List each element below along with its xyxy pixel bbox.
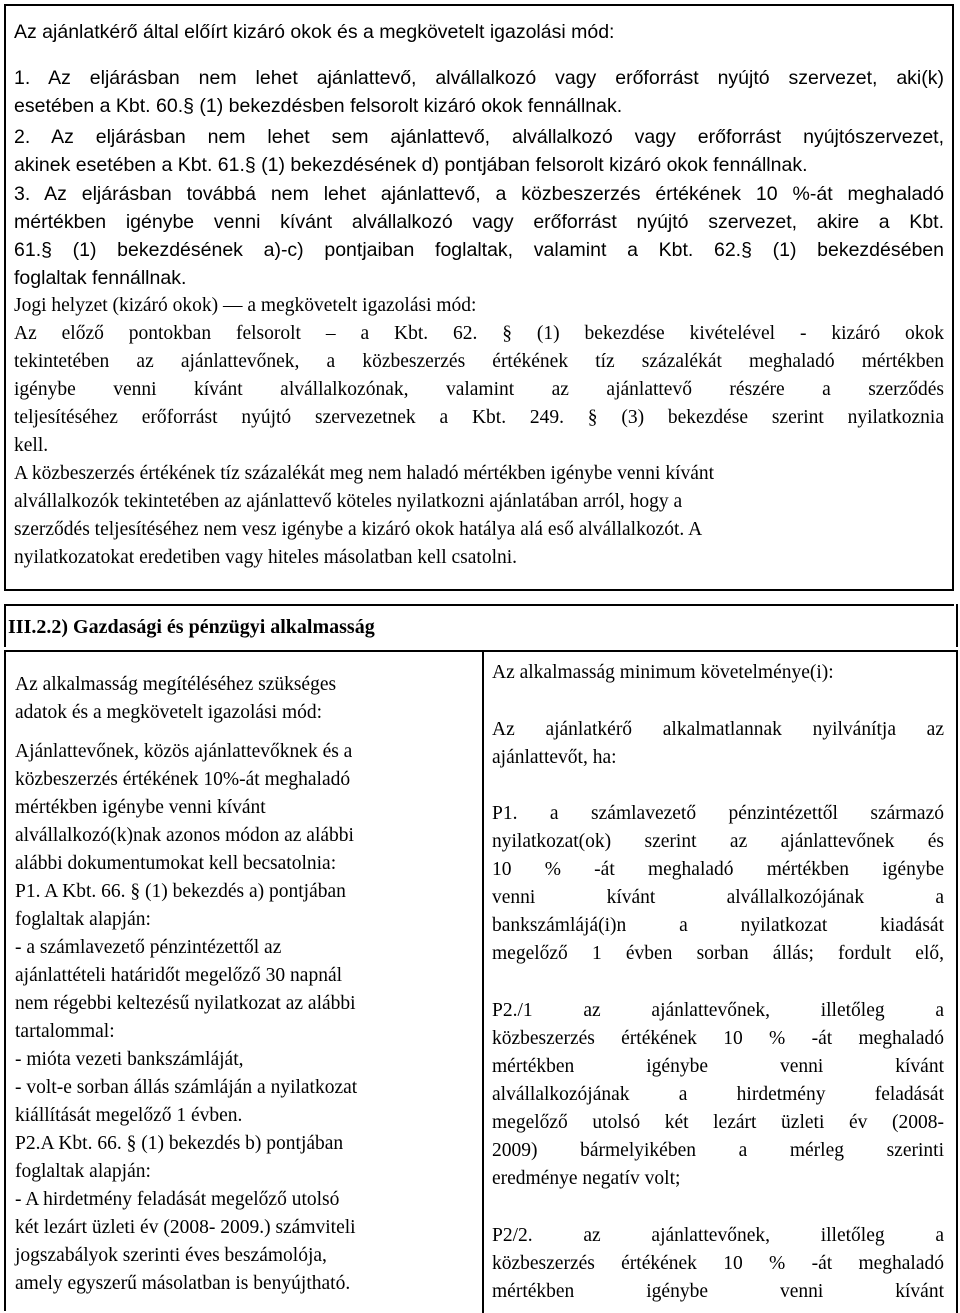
right-line-14: megelőző utolsó két lezárt üzleti év (2008- [492, 1112, 944, 1133]
section-title-top-rule [4, 604, 954, 606]
left-line-12: nem régebbi keltezésű nyilatkozat az alábbi [15, 993, 356, 1014]
paragraph-2-line-1: 2. Az eljárásban nem lehet sem ajánlattevő, alvállalkozó vagy erőforrást nyújtószervezet, [14, 126, 944, 148]
right-line-19: mértékben igénybe venni kívánt [492, 1281, 944, 1302]
left-line-19: - A hirdetmény feladását megelőző utolsó [15, 1189, 340, 1210]
right-line-8: bankszámlájá(i)n a nyilatkozat kiadását [492, 915, 944, 936]
legal-status-line-6: kell. [14, 435, 49, 456]
left-line-11: ajánlattételi határidőt megelőző 30 napnál [15, 965, 343, 986]
left-line-17: P2.A Kbt. 66. § (1) bekezdés b) pontjában [15, 1133, 344, 1154]
left-line-10: - a számlavezető pénzintézettől az [15, 937, 282, 958]
left-line-21: jogszabályok szerinti éves beszámolója, [15, 1245, 327, 1266]
right-line-13: alvállalkozójának a hirdetmény feladását [492, 1084, 944, 1105]
left-line-16: kiállítását megelőző 1 évben. [15, 1105, 243, 1126]
paragraph-3-line-3: 61.§ (1) bekezdésének a)-c) pontjaiban foglaltak, valamint a Kbt. 62.§ (1) bekezdésében [14, 239, 944, 261]
left-line-8: P1. A Kbt. 66. § (1) bekezdés a) pontjában [15, 881, 346, 902]
left-line-3: Ajánlattevőnek, közös ajánlattevőknek és a [15, 741, 353, 762]
left-line-9: foglaltak alapján: [15, 909, 151, 930]
under-threshold-line-2: alvállalkozók tekintetében az ajánlattevő köteles nyilatkozni ajánlatában arról, hogy a [14, 491, 683, 512]
column-separator [482, 652, 484, 1313]
left-line-7: alábbi dokumentumokat kell becsatolnia: [15, 853, 337, 874]
left-header-line-2: adatok és a megkövetelt igazolási mód: [15, 702, 323, 723]
right-line-7: venni kívánt alvállalkozójának a [492, 887, 944, 908]
right-line-6: 10 % -át meghaladó mértékben igénybe [492, 859, 944, 880]
paragraph-1-line-1: 1. Az eljárásban nem lehet ajánlattevő, alvállalkozó vagy erőforrást nyújtó szervezet, aki(k) [14, 67, 944, 89]
right-line-12: mértékben igénybe venni kívánt [492, 1056, 944, 1077]
section-title-left-rule [4, 604, 6, 647]
left-header-line-1: Az alkalmasság megítéléséhez szükséges [15, 674, 337, 695]
under-threshold-line-3: szerződés teljesítéséhez nem vesz igénybe a kizáró okok hatálya alá eső alvállalkozót. A [14, 519, 703, 540]
left-line-15: - volt-e sorban állás számláján a nyilatkozat [15, 1077, 358, 1098]
paragraph-3-line-2: mértékben igénybe venni kívánt alvállalkozó vagy erőforrást nyújtó szervezet, akire a Kbt. [14, 211, 944, 233]
right-line-2: Az ajánlatkérő alkalmatlannak nyilvánítja az [492, 719, 944, 740]
section-title: III.2.2) Gazdasági és pénzügyi alkalmasság [8, 616, 375, 638]
right-line-5: nyilatkozat(ok) szerint az ajánlattevőnek és [492, 831, 944, 852]
left-line-22: amely egyszerű másolatban is benyújtható. [15, 1273, 351, 1294]
right-line-16: eredménye negatív volt; [492, 1168, 681, 1189]
right-header: Az alkalmasság minimum követelménye(i): [492, 662, 834, 683]
paragraph-3-line-4: foglaltak fennállnak. [14, 267, 187, 289]
under-threshold-line-1: A közbeszerzés értékének tíz százalékát meg nem haladó mértékben igénybe venni kívánt [14, 463, 715, 484]
left-line-20: két lezárt üzleti év (2008- 2009.) számviteli [15, 1217, 356, 1238]
left-line-6: alvállalkozó(k)nak azonos módon az alábbi [15, 825, 354, 846]
left-line-4: közbeszerzés értékének 10%-át meghaladó [15, 769, 351, 790]
left-line-5: mértékben igénybe venni kívánt [15, 797, 266, 818]
suitability-table [4, 650, 958, 1311]
paragraph-2-line-2: akinek esetében a Kbt. 61.§ (1) bekezdésének d) pontjában felsorolt kizáró okok fennállnak. [14, 154, 808, 176]
right-line-3: ajánlattevőt, ha: [492, 747, 617, 768]
exclusion-heading: Az ajánlatkérő által előírt kizáró okok és a megkövetelt igazolási mód: [14, 21, 615, 43]
legal-status-line-3: tekintetében az ajánlattevőnek, a közbeszerzés értékének tíz százalékát meghaladó mértékben [14, 351, 944, 372]
right-line-11: közbeszerzés értékének 10 % -át meghaladó [492, 1028, 944, 1049]
under-threshold-line-4: nyilatkozatokat eredetiben vagy hiteles másolatban kell csatolni. [14, 547, 518, 568]
legal-status-heading: Jogi helyzet (kizáró okok) — a megkövetelt igazolási mód: [14, 295, 477, 316]
right-line-15: 2009) bármelyikében a mérleg szerinti [492, 1140, 944, 1161]
right-line-18: közbeszerzés értékének 10 % -át meghaladó [492, 1253, 944, 1274]
right-line-17: P2/2. az ajánlattevőnek, illetőleg a [492, 1225, 944, 1246]
exclusion-grounds-box [4, 4, 954, 591]
left-line-13: tartalommal: [15, 1021, 115, 1042]
left-line-14: - mióta vezeti bankszámláját, [15, 1049, 244, 1070]
legal-status-line-2: Az előző pontokban felsorolt – a Kbt. 62. § (1) bekezdése kivételével - kizáró okok [14, 323, 944, 344]
legal-status-line-5: teljesítéséhez erőforrást nyújtó szervezetnek a Kbt. 249. § (3) bekezdése szerint nyilatkoznia [14, 407, 944, 428]
legal-status-line-4: igénybe venni kívánt alvállalkozónak, valamint az ajánlattevő részére a szerződés [14, 379, 944, 400]
left-line-18: foglaltak alapján: [15, 1161, 151, 1182]
paragraph-1-line-2: esetében a Kbt. 60.§ (1) bekezdésben felsorolt kizáró okok fennállnak. [14, 95, 623, 117]
paragraph-3-line-1: 3. Az eljárásban továbbá nem lehet ajánlattevő, a közbeszerzés értékének 10 %-át meghaladó [14, 183, 944, 205]
right-line-9: megelőző 1 évben sorban állás; fordult elő, [492, 943, 944, 964]
right-line-10: P2./1 az ajánlattevőnek, illetőleg a [492, 1000, 944, 1021]
section-title-right-rule [956, 604, 958, 647]
table-right-border [956, 652, 958, 1313]
right-line-4: P1. a számlavezető pénzintézettől származó [492, 803, 944, 824]
